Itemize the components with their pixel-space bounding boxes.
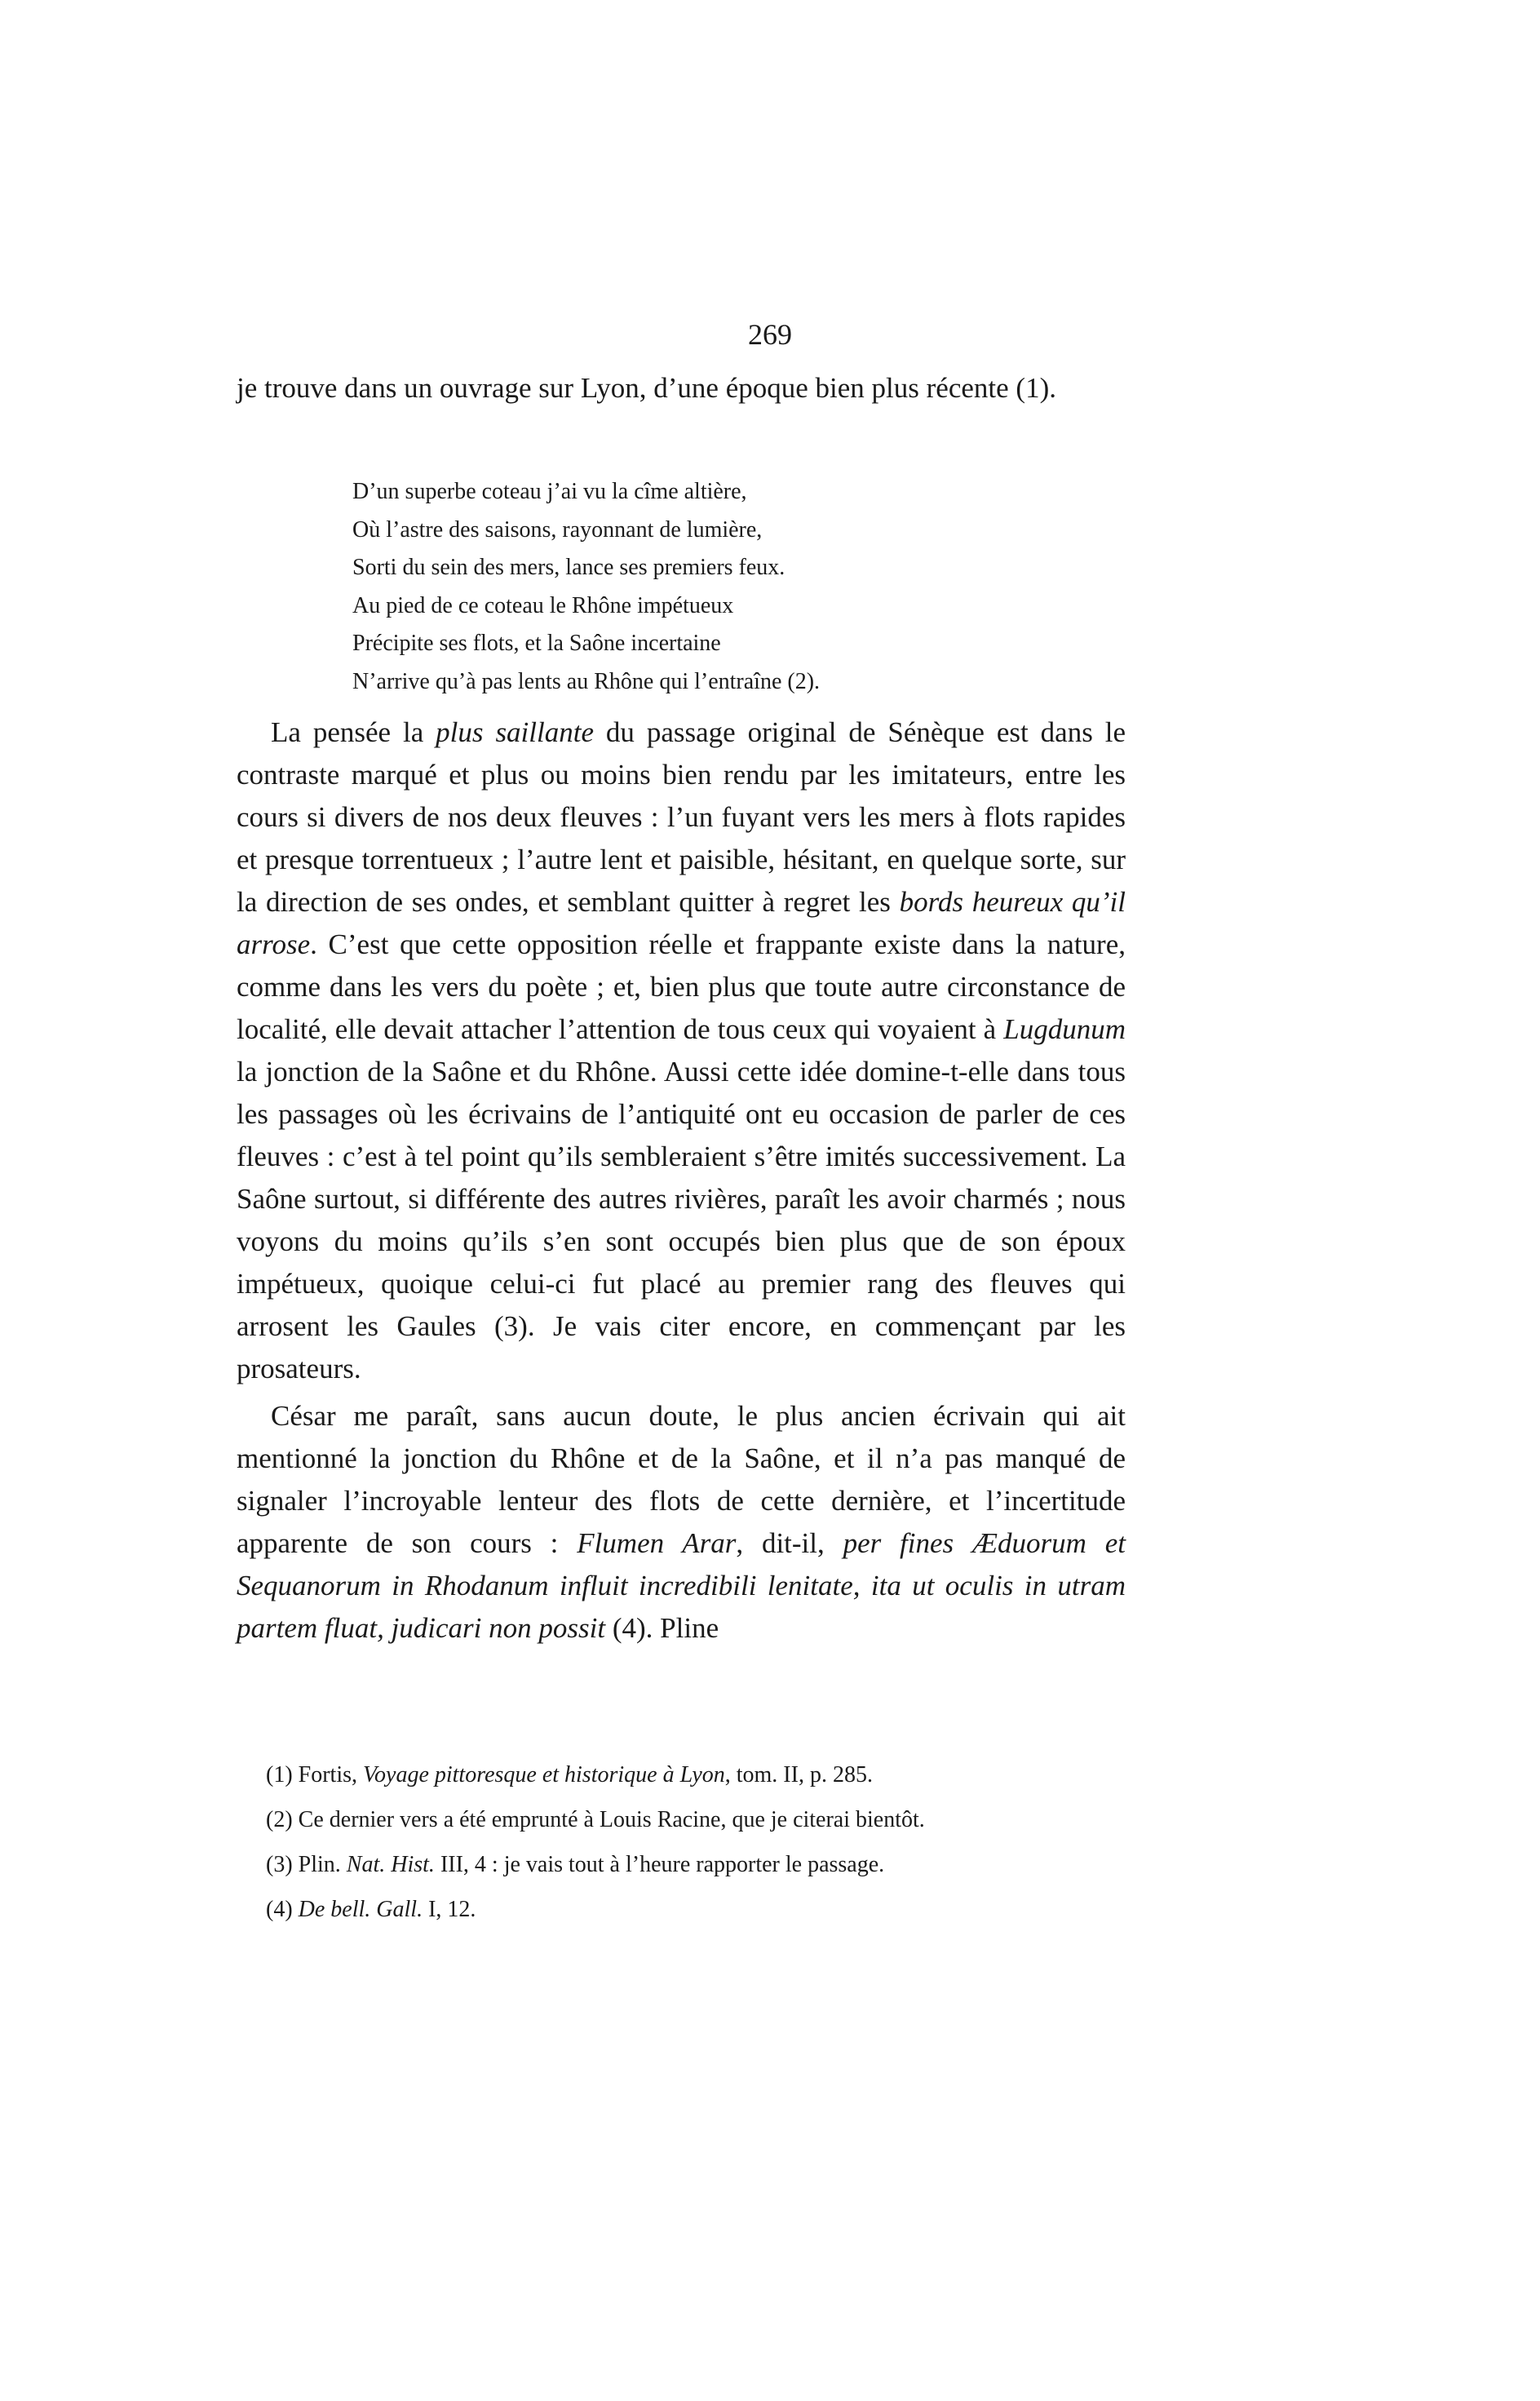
text-run: (4). Pline: [605, 1612, 719, 1644]
footnote-3: [266, 1842, 1131, 1887]
verse-line: N’arrive qu’à pas lents au Rhône qui l’entraîne (2).: [352, 668, 821, 694]
verse-line: Au pied de ce coteau le Rhône impétueux: [352, 592, 734, 618]
page-number: 269: [748, 318, 792, 351]
text-run: la jonction de la Saône et du Rhône. Aussi cette idée domine-t-elle dans tous les passages où les écrivains de l’antiquité ont eu occasion de parler de ces fleuves : c’est à tel point qu’ils sembleraient s’être imités successivement. La Saône surtout, si différente des autres rivières, paraît les avoir charmés ; nous voyons du moins qu’ils s’en sont occupés bien plus que de son époux impétueux, quoique celui-ci fut placé au premier rang des fleuves qui arrosent les Gaules (3). Je vais citer encore, en commençant par les prosateurs.: [237, 1056, 1126, 1384]
footnote-mark: (3): [266, 1852, 299, 1877]
text-run: , tom. II, p. 285.: [724, 1762, 873, 1787]
text-run: , dit-il,: [736, 1527, 843, 1559]
text-run: La pensée la: [271, 716, 436, 748]
footnote-2: [266, 1797, 1131, 1842]
italic-run: Nat. Hist.: [346, 1852, 435, 1877]
intro-sentence: je trouve dans un ouvrage sur Lyon, d’une époque bien plus récente: [237, 372, 1009, 404]
italic-run: Flumen Arar: [577, 1527, 737, 1559]
italic-run: Voyage pittoresque et historique à Lyon: [363, 1762, 725, 1787]
verse-line: D’un superbe coteau j’ai vu la cîme altière,: [352, 479, 747, 504]
verse-line: Où l’astre des saisons, rayonnant de lumière,: [352, 516, 763, 543]
intro-text: [237, 367, 1126, 410]
text-run: Plin.: [298, 1852, 347, 1877]
paragraph-cesar: [237, 1395, 1126, 1650]
text-run: Ce dernier vers a été emprunté à Louis Racine, que je citerai bientôt.: [298, 1807, 925, 1832]
footnote-mark: (2): [266, 1807, 299, 1832]
text-run: I, 12.: [423, 1897, 476, 1922]
footnotes: [266, 1752, 1131, 1932]
main-text: [237, 711, 1126, 1650]
italic-run: bords heureux qu’il arrose: [237, 886, 1126, 960]
footnote-mark: (1): [266, 1762, 299, 1787]
italic-run: plus saillante: [436, 716, 594, 748]
intro-paragraph: [237, 367, 1126, 410]
footnote-4: [266, 1887, 1131, 1932]
text-run: III, 4 : je vais tout à l’heure rapporter le passage.: [434, 1852, 885, 1877]
italic-run: De bell. Gall.: [298, 1897, 423, 1922]
text-run: César me paraît, sans aucun doute, le plus ancien écrivain qui ait mentionné la jonction du Rhône et de la Saône, et il n’a pas manqué de signaler l’incroyable lenteur des flots de cette dernière, et l’incertitude apparente de son cours :: [237, 1400, 1126, 1559]
footnote-ref-1: (1).: [1008, 372, 1056, 404]
footnote-mark: (4): [266, 1897, 299, 1922]
text-run: . C’est que cette opposition réelle et frappante existe dans la nature, comme dans les vers du poète ; et, bien plus que toute autre circonstance de localité, elle devait attacher l’attention de tous ceux qui voyaient à: [237, 928, 1126, 1045]
text-run: Fortis,: [298, 1762, 364, 1787]
verse-quotation: [352, 473, 1086, 701]
paragraph-seneque: [237, 711, 1126, 1390]
italic-run: Lugdunum: [1003, 1013, 1126, 1045]
verse-line: Sorti du sein des mers, lance ses premiers feux.: [352, 555, 785, 580]
text-run: du passage original de Sénèque est dans le contraste marqué et plus ou moins bien rendu par les imitateurs, entre les cours si divers de nos deux fleuves : l’un fuyant vers les mers à flots rapides et presque torrentueux ; l’autre lent et paisible, hésitant, en quelque sorte, sur la direction de ses ondes, et semblant quitter à regret les: [237, 716, 1126, 918]
verse-line: Précipite ses flots, et la Saône incertaine: [352, 631, 721, 656]
italic-run: per fines Æduorum et Sequanorum in Rhodanum influit incredibili lenitate, ita ut oculis in utram partem fluat, judicari non possit: [237, 1527, 1126, 1644]
footnote-1: [266, 1752, 1131, 1797]
